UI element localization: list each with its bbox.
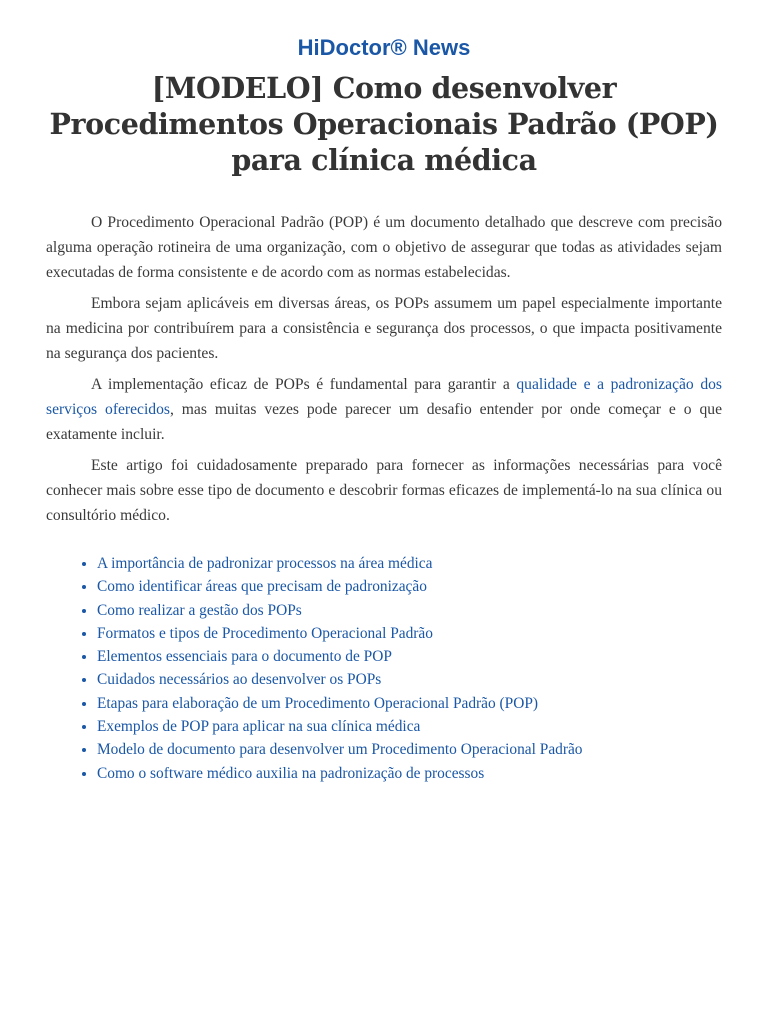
article-body [46, 210, 722, 528]
toc-item [97, 622, 722, 645]
toc-link-identificar-areas[interactable]: Como identificar áreas que precisam de padronização [97, 578, 427, 596]
toc-link-importancia[interactable]: A importância de padronizar processos na área médica [97, 555, 433, 572]
toc-item [97, 575, 722, 598]
toc-link-exemplos[interactable]: Exemplos de POP para aplicar na sua clínica médica [97, 718, 421, 736]
toc-item [97, 599, 722, 622]
toc-item [97, 715, 722, 738]
toc-item [97, 645, 722, 668]
toc-item [97, 738, 722, 761]
quality-standardization-link[interactable]: qualidade e a padronização dos serviços oferecidos [46, 376, 722, 418]
paragraph-3-text-after: , mas muitas vezes pode parecer um desafio entender por onde começar e o que exatamente incluir. [46, 401, 722, 443]
toc-link-cuidados[interactable]: Cuidados necessários ao desenvolver os POPs [97, 671, 382, 689]
article-title: [MODELO] Como desenvolver Procedimentos Operacionais Padrão (POP) para clínica médica [49, 71, 719, 177]
paragraph-3-text-before: A implementação eficaz de POPs é fundamental para garantir a [91, 376, 517, 393]
table-of-contents [46, 552, 722, 785]
toc-link-formatos-tipos[interactable]: Formatos e tipos de Procedimento Operacional Padrão [97, 624, 433, 642]
toc-item [97, 762, 722, 785]
toc-item [97, 692, 722, 715]
toc-link-modelo[interactable]: Modelo de documento para desenvolver um Procedimento Operacional Padrão [97, 741, 583, 759]
toc-link-software[interactable]: Como o software médico auxilia na padronização de processos [97, 764, 485, 782]
toc-item [97, 668, 722, 691]
intro-paragraph-2: Embora sejam aplicáveis em diversas áreas, os POPs assumem um papel especialmente importante na medicina por contribuírem para a consistência e segurança dos processos, o que impacta positivamente na segurança dos pacientes. [46, 295, 722, 362]
intro-paragraph-4: Este artigo foi cuidadosamente preparado para fornecer as informações necessárias para você conhecer mais sobre esse tipo de documento e descobrir formas eficazes de implementá-lo na sua clínica ou consultório médico. [46, 457, 722, 524]
toc-link-elementos[interactable]: Elementos essenciais para o documento de POP [97, 648, 392, 666]
toc-link-etapas[interactable]: Etapas para elaboração de um Procedimento Operacional Padrão (POP) [97, 694, 539, 712]
toc-link-gestao[interactable]: Como realizar a gestão dos POPs [97, 601, 302, 619]
intro-paragraph-3 [46, 372, 722, 447]
intro-paragraph-1: O Procedimento Operacional Padrão (POP) é um documento detalhado que descreve com precisão alguma operação rotineira de uma organização, com o objetivo de assegurar que todas as atividades sejam executadas de forma consistente e de acordo com as normas estabelecidas. [46, 214, 722, 281]
site-brand[interactable]: HiDoctor® News [297, 35, 471, 60]
toc-item [97, 552, 722, 575]
